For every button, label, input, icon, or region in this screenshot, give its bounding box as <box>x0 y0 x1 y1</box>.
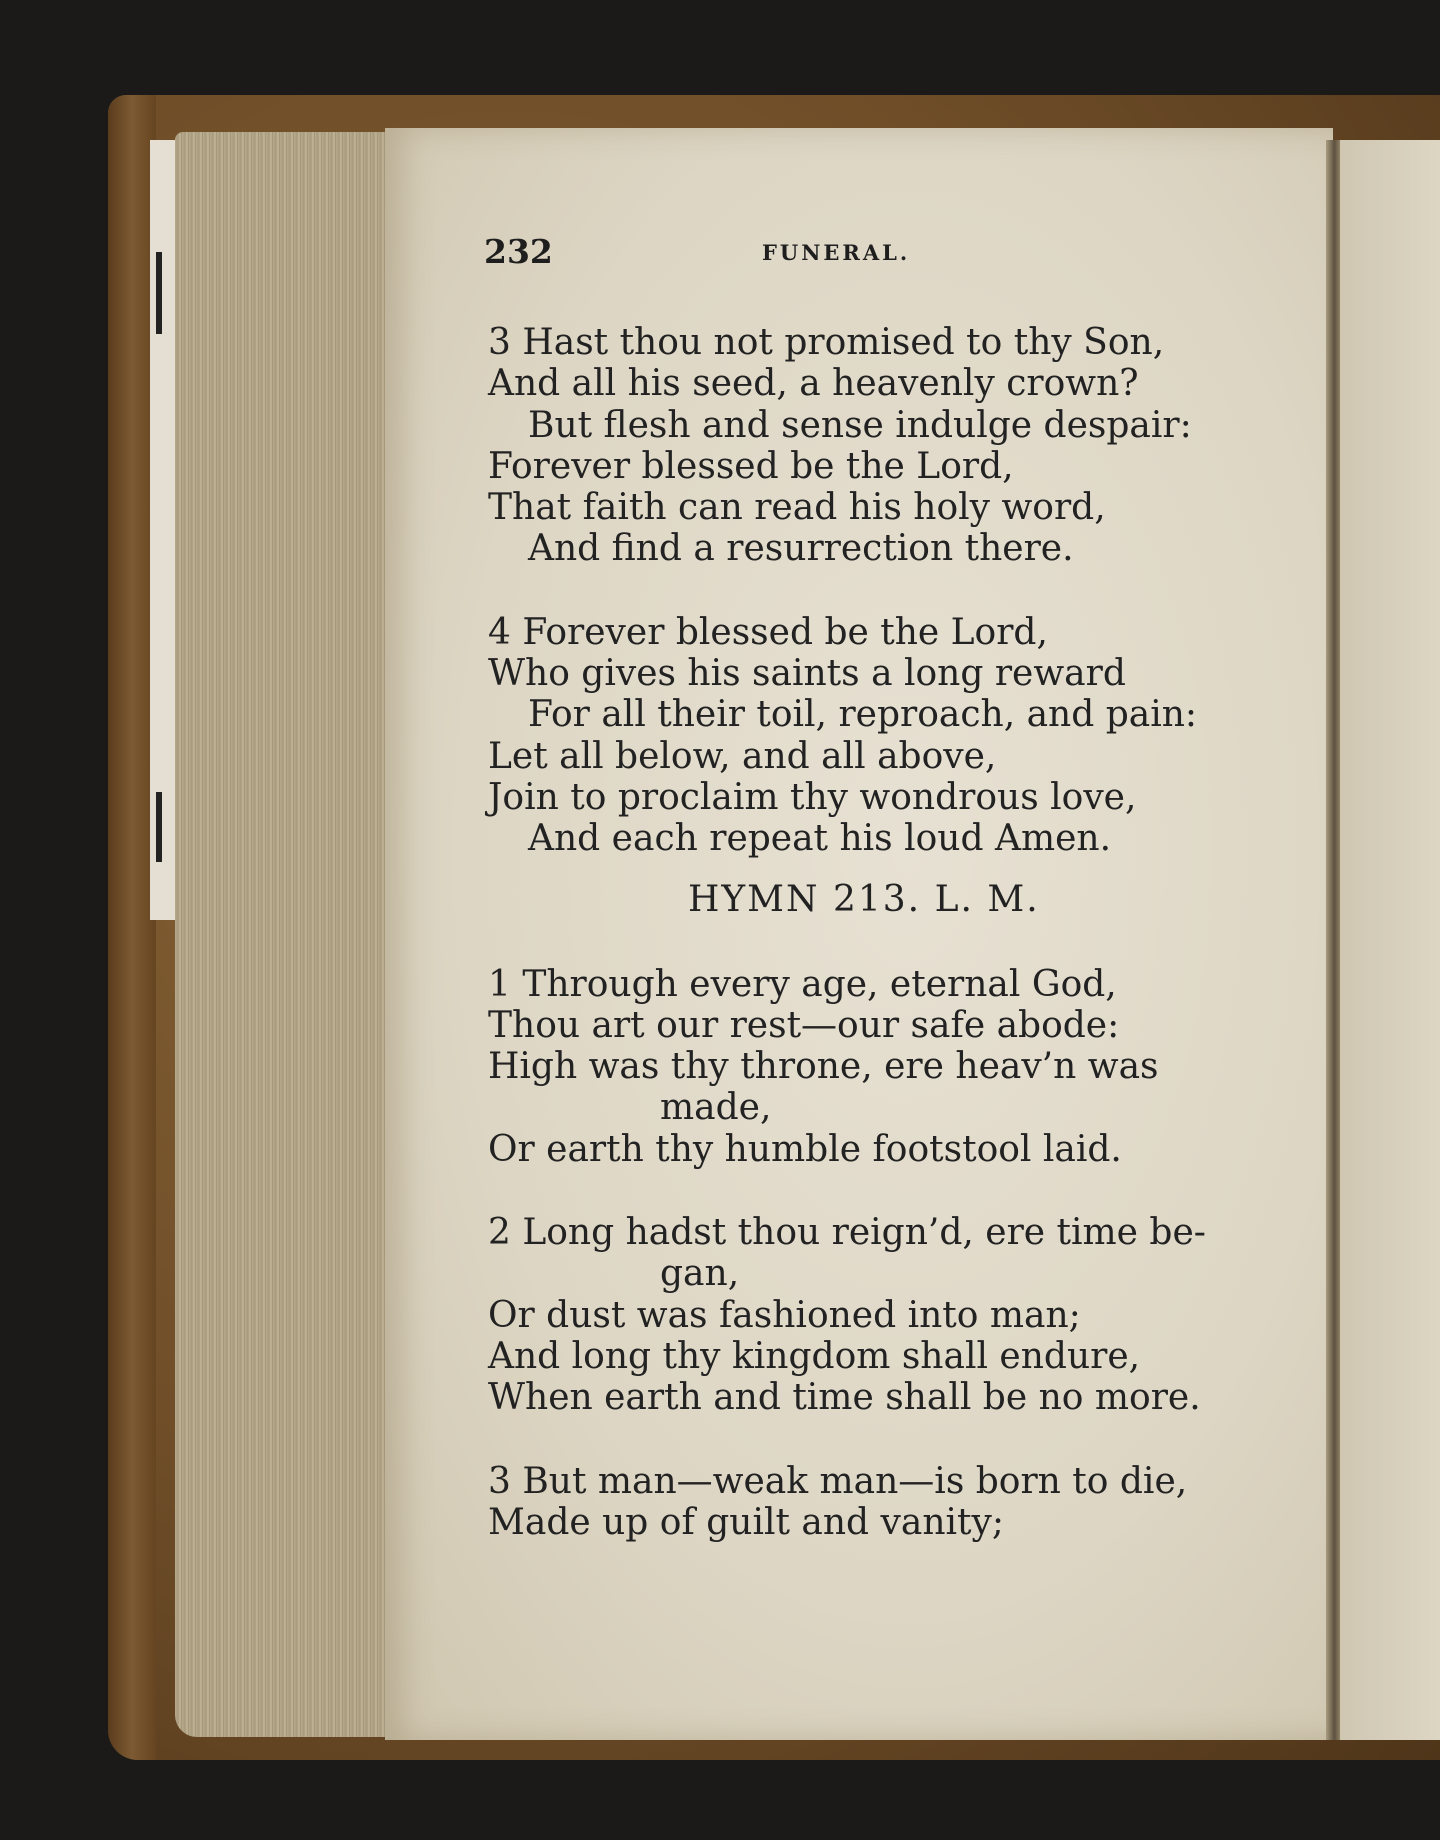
stanza <box>488 322 1288 570</box>
verse-line: Forever blessed be the Lord, <box>488 445 1014 487</box>
verse-line: And each repeat his loud Amen. <box>528 818 1112 860</box>
hymn-title: HYMN 213. L. M. <box>688 878 1040 920</box>
stanza <box>488 1461 1288 1544</box>
verse-line: Who gives his saints a long reward <box>488 653 1126 695</box>
verse-line: 3 Hast thou not promised to thy Son, <box>488 322 1165 363</box>
verse-line: 3 But man—weak man—is born to die, <box>488 1460 1188 1502</box>
verse-line: Thou art our rest—our safe abode: <box>488 1004 1120 1046</box>
page-block-edge <box>175 132 405 1737</box>
verse-line: 2 Long hadst thou reign’d, ere time be- <box>488 1212 1206 1254</box>
page-number: 232 <box>484 232 553 271</box>
page-header <box>484 232 984 272</box>
verse-line: And long thy kingdom shall endure, <box>488 1335 1141 1377</box>
verse-line: 1 Through every age, eternal God, <box>488 963 1117 1005</box>
verse-line: Join to proclaim thy wondrous love, <box>488 776 1137 818</box>
verse-line: gan, <box>660 1253 740 1295</box>
page-text <box>488 322 1288 1543</box>
stanza <box>488 964 1288 1170</box>
verse-line: But flesh and sense indulge despair: <box>528 404 1192 446</box>
facing-page <box>1340 140 1440 1740</box>
stanza <box>488 1212 1288 1418</box>
verse-line: 4 Forever blessed be the Lord, <box>488 611 1048 653</box>
verse-line: Let all below, and all above, <box>488 735 997 777</box>
verse-line: When earth and time shall be no more. <box>488 1377 1201 1419</box>
cover-spine-edge <box>108 95 156 1760</box>
verse-line: That faith can read his holy word, <box>488 487 1106 529</box>
verse-line: Made up of guilt and vanity; <box>488 1501 1004 1543</box>
verse-line: And find a resurrection there. <box>528 528 1074 570</box>
verse-line: And all his seed, a heavenly crown? <box>488 363 1139 405</box>
verse-line: Or earth thy humble footstool laid. <box>488 1128 1122 1170</box>
verse-line: Or dust was fashioned into man; <box>488 1294 1081 1336</box>
leaf-mark <box>156 252 162 334</box>
book-gutter <box>1326 140 1340 1740</box>
stanza <box>488 612 1288 860</box>
verse-line: High was thy throne, ere heav’n was <box>488 1046 1159 1088</box>
verse-line: For all their toil, reproach, and pain: <box>528 694 1198 736</box>
leaf-mark <box>156 792 162 862</box>
verse-line: made, <box>660 1087 772 1129</box>
running-head: FUNERAL. <box>762 240 911 265</box>
